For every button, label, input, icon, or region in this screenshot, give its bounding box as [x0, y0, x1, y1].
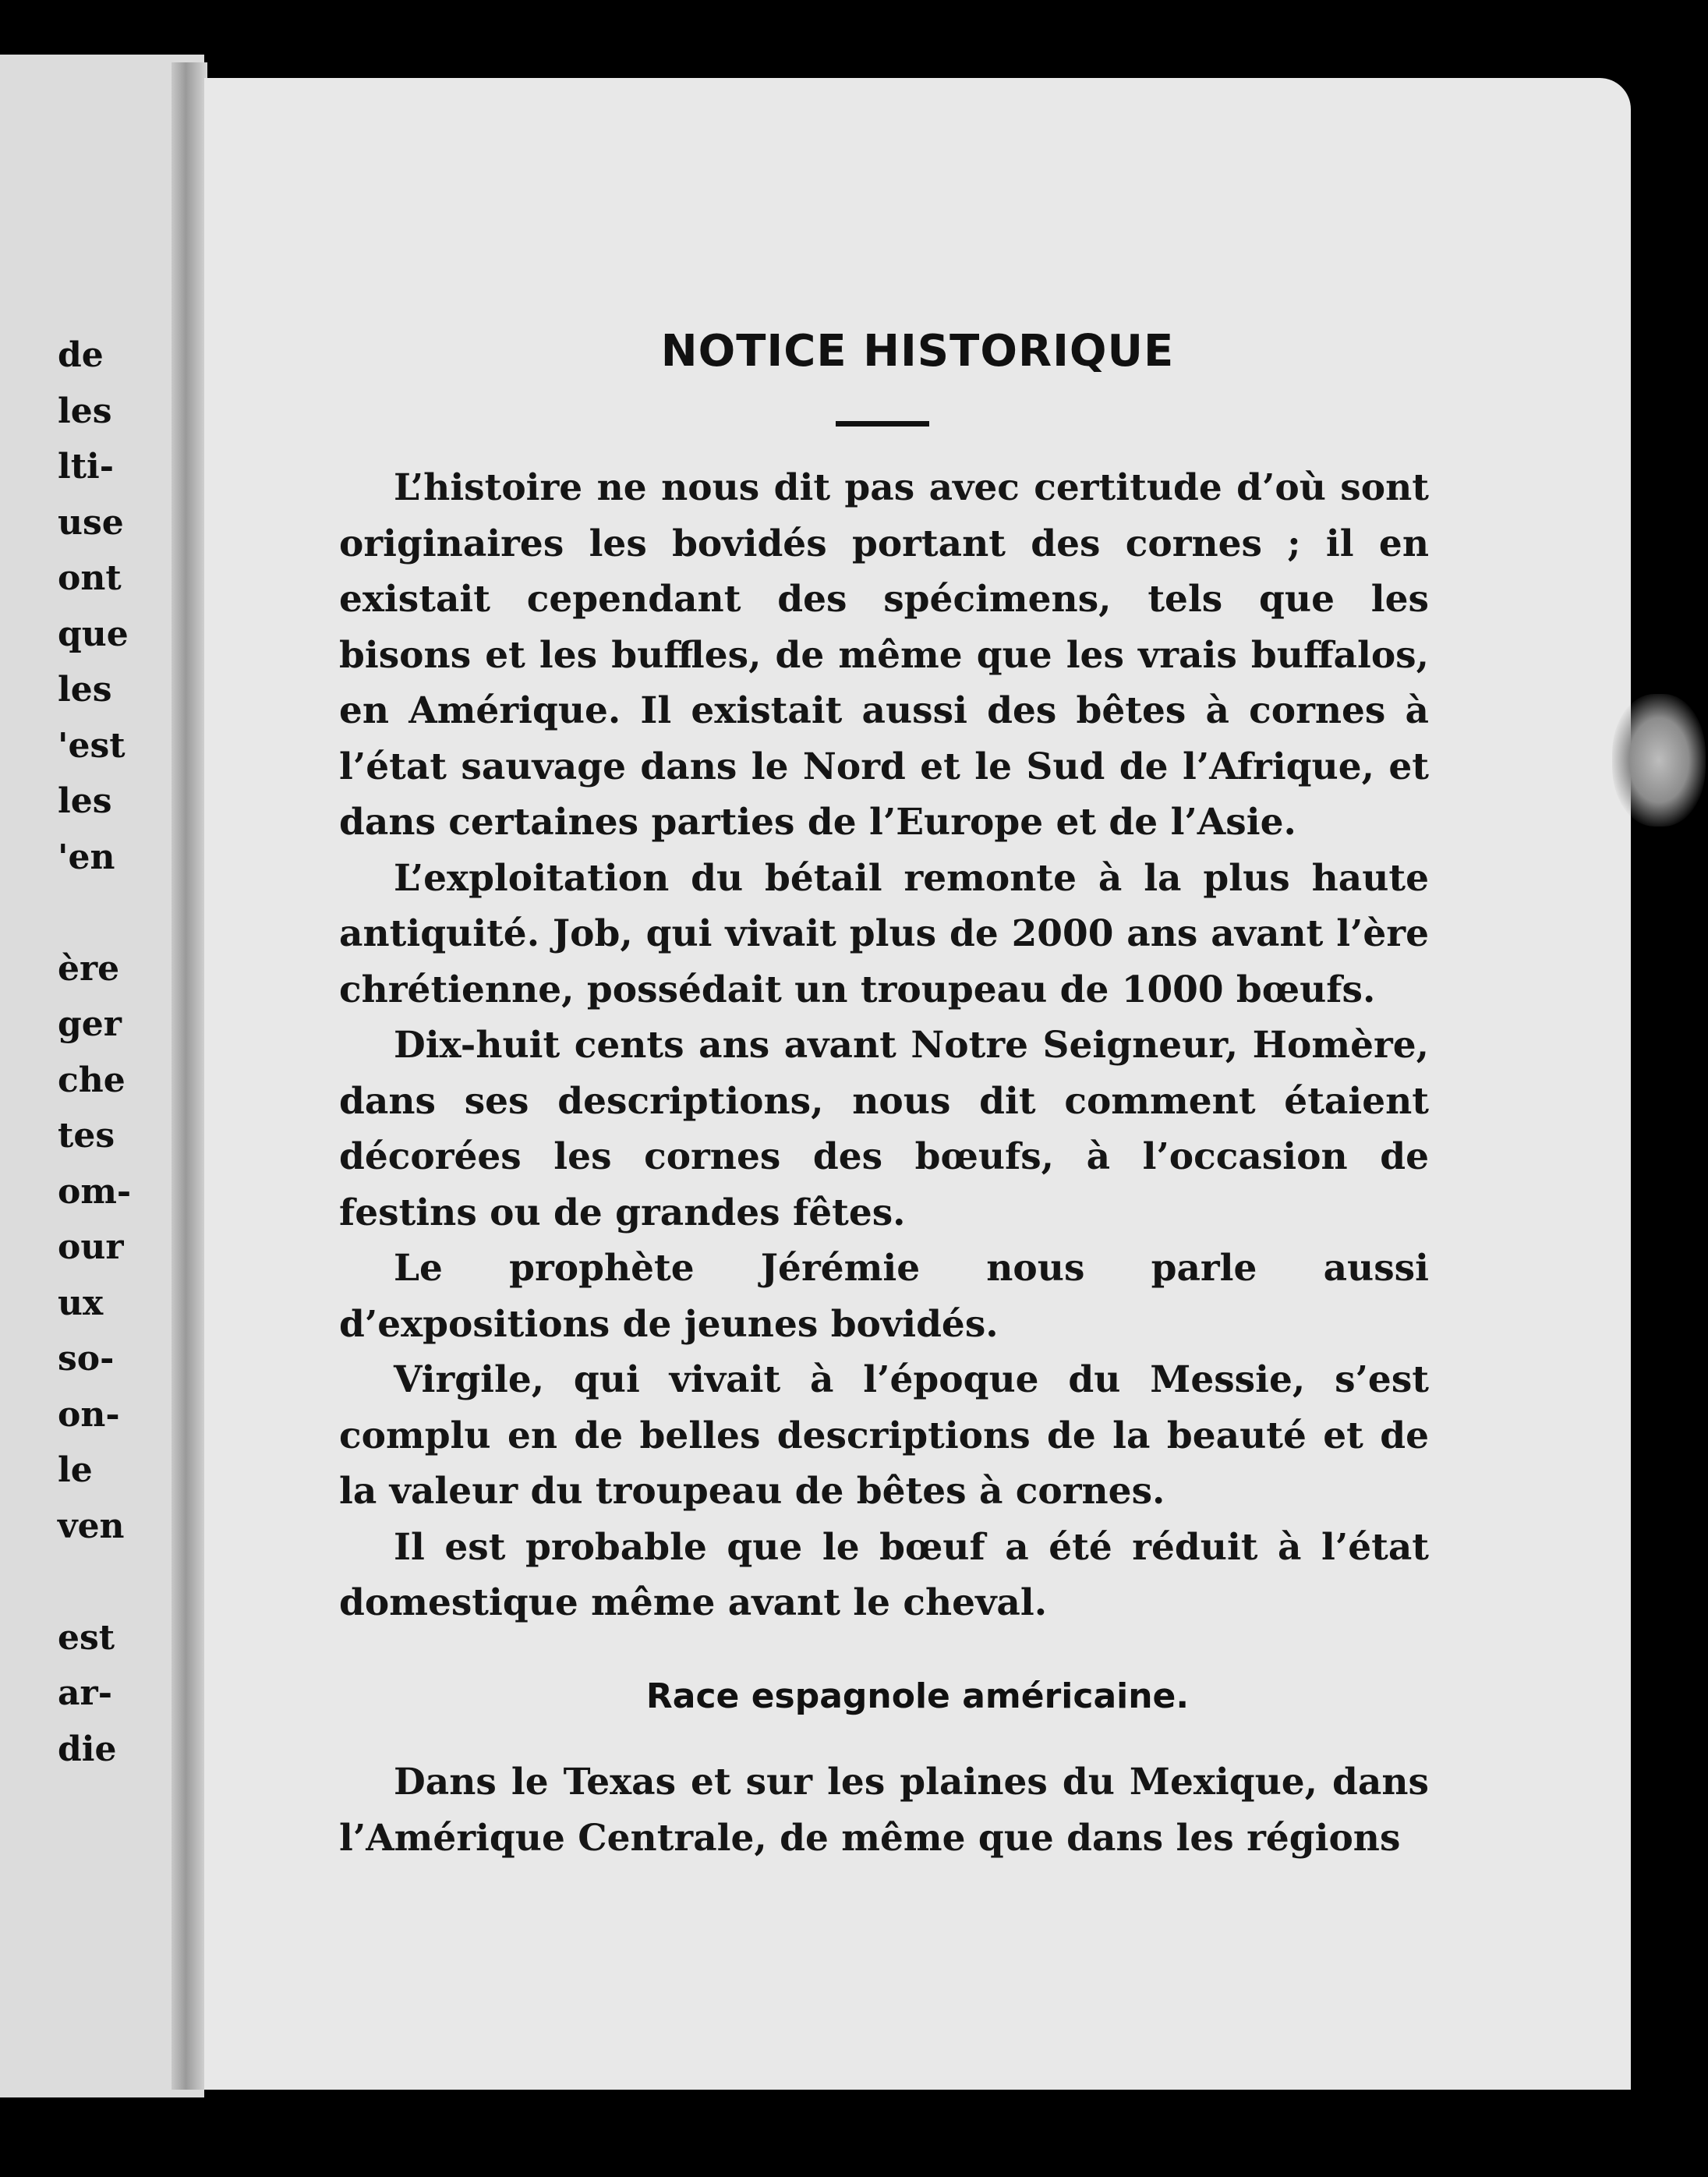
paragraph: Dans le Texas et sur les plaines du Mexique, dans l’Amérique Centrale, de même que dans les régions — [339, 1761, 1429, 1860]
previous-page-fragment: so- — [58, 1339, 115, 1379]
previous-page-fragment: est — [58, 1617, 115, 1658]
previous-page-fragment: ère — [58, 948, 120, 989]
previous-page-fragment: om- — [58, 1171, 132, 1212]
previous-page-fragment: on- — [58, 1394, 120, 1435]
previous-page-fragment: lti- — [58, 447, 115, 487]
previous-page-fragment: tes — [58, 1116, 115, 1156]
section-body-text — [339, 1754, 1429, 1866]
previous-page-fragment: les — [58, 781, 112, 821]
paragraph: L’exploitation du bétail remonte à la plus haute antiquité. Job, qui vivait plus de 2000 ans avant l’ère chrétienne, possédait un troupeau de 1000 bœufs. — [339, 856, 1429, 1011]
book-page — [204, 78, 1631, 2090]
page-title: NOTICE HISTORIQUE — [660, 326, 1175, 377]
section-heading: Race espagnole américaine. — [645, 1676, 1190, 1716]
previous-page-fragment: ger — [58, 1004, 122, 1044]
previous-page-fragment: les — [58, 391, 112, 431]
previous-page-fragment: che — [58, 1060, 126, 1100]
title-rule — [836, 421, 929, 427]
paragraph: Le prophète Jérémie nous parle aussi d’expositions de jeunes bovidés. — [339, 1247, 1429, 1346]
paragraph: Dix-huit cents ans avant Notre Seigneur, Homère, dans ses descriptions, nous dit comment étaient décorées les cornes des bœufs, à l’occasion de festins ou de grandes fêtes. — [339, 1024, 1429, 1234]
previous-page-fragment: ar- — [58, 1673, 112, 1713]
previous-page-fragment: 'en — [58, 837, 115, 877]
previous-page-fragment: 'est — [58, 725, 126, 766]
paragraph: L’histoire ne nous dit pas avec certitude d’où sont originaires les bovidés portant des cornes ; il en existait cependant des spécimens, tels que les bisons et les buffles, de même que les vrais buffalos, en Amérique. Il existait aussi des bêtes à cornes à l’état sauvage dans le Nord et le Sud de l’Afrique, et dans certaines parties de l’Europe et de l’Asie. — [339, 466, 1429, 844]
previous-page-fragment: ont — [58, 558, 122, 598]
previous-page-fragment: ux — [58, 1283, 104, 1323]
previous-page-fragment: ven — [58, 1506, 125, 1546]
page-stain — [1612, 694, 1706, 827]
previous-page-fragment: use — [58, 502, 124, 543]
paragraph: Virgile, qui vivait à l’époque du Messie, s’est complu en de belles descriptions de la beauté et de la valeur du troupeau de bêtes à cornes. — [339, 1358, 1429, 1513]
body-text — [339, 460, 1429, 1631]
paragraph: Il est probable que le bœuf a été réduit à l’état domestique même avant le cheval. — [339, 1525, 1429, 1624]
previous-page-fragment: que — [58, 614, 129, 654]
previous-page-fragment: die — [58, 1729, 117, 1769]
previous-page-fragment: le — [58, 1450, 93, 1490]
previous-page-fragment: les — [58, 670, 112, 710]
previous-page-fragment: de — [58, 335, 104, 375]
previous-page-fragment: our — [58, 1227, 124, 1267]
book-gutter — [172, 62, 207, 2090]
